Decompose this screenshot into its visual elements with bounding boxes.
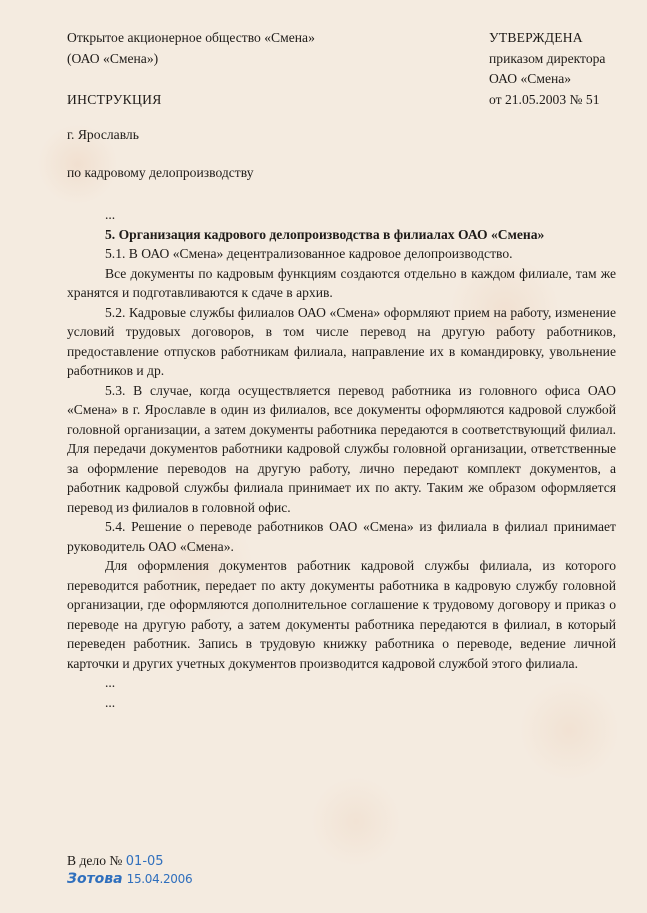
document-body: [67, 205, 616, 712]
signature-name: Зотова: [67, 871, 123, 887]
paragraph: Все документы по кадровым функциям создаются отдельно в каждом филиале, там же хранятся и подготавливаются к сдаче в архив.: [67, 265, 616, 300]
filing-note: [67, 852, 192, 888]
signature-line: [67, 870, 192, 888]
file-label: В дело №: [67, 853, 123, 868]
document-type: ИНСТРУКЦИЯ: [67, 92, 162, 107]
ellipsis: ...: [105, 207, 116, 222]
approved-label: УТВЕРЖДЕНА: [489, 30, 583, 45]
signature-date: 15.04.2006: [126, 872, 193, 886]
section-heading: 5. Организация кадрового делопроизводства в филиалах ОАО «Смена»: [105, 226, 545, 242]
spacer: [67, 69, 315, 90]
approved-organization: ОАО «Смена»: [489, 71, 572, 86]
file-number: 01-05: [125, 854, 164, 869]
paragraph: 5.3. В случае, когда осуществляется перевод работника из головного офиса ОАО «Смена» в г. Ярославле в один из филиалов, все документы оформляются кадровой службой головной организации, а затем документы работника передаются в соответствующий филиал. Для передачи документов работники кадровой службы головной организации, ответственные за оформление переводов на другую работу, лично передают комплект документов, а работник кадровой службы филиала принимает их по акту. Таким же образом оформляется перевод из филиалов в головной офис.: [67, 382, 616, 515]
approved-by: приказом директора: [489, 50, 606, 66]
file-reference: [67, 852, 192, 870]
ellipsis: ...: [105, 694, 116, 710]
document-subject: по кадровому делопроизводству: [67, 165, 254, 180]
city: г. Ярославль: [67, 127, 139, 142]
paragraph: 5.2. Кадровые службы филиалов ОАО «Смена» оформляют прием на работу, изменение условий трудовых договоров, в том числе перевод на другую работу работников, предоставление отпусков работникам филиала, направление их в командировку, увольнение работников и др.: [67, 304, 616, 378]
paragraph: 5.4. Решение о переводе работников ОАО «Смена» из филиала в филиал принимает руководитель ОАО «Смена».: [67, 519, 616, 554]
paragraph: 5.1. В ОАО «Смена» децентрализованное кадровое делопроизводство.: [105, 246, 513, 261]
organization-short-name: (ОАО «Смена»): [67, 50, 159, 66]
ellipsis: ...: [105, 675, 116, 690]
approval-date-number: от 21.05.2003 № 51: [489, 91, 600, 107]
header-left: [67, 28, 315, 111]
organization-name: Открытое акционерное общество «Смена»: [67, 30, 315, 45]
paragraph: Для оформления документов работник кадровой службы филиала, из которого переводится работник, передает по акту документы работника в кадровую службу головной организации, где оформляются дополнительное соглашение к трудовому договору и приказ о переводе на другую работу, а затем документы работника передаются в филиал, в который переведен работник. Запись в трудовую книжку работника о переводе, ведение личной карточки и других учетных документов производится кадровой службой этого филиала.: [67, 558, 616, 671]
approval-stamp: [489, 28, 605, 110]
